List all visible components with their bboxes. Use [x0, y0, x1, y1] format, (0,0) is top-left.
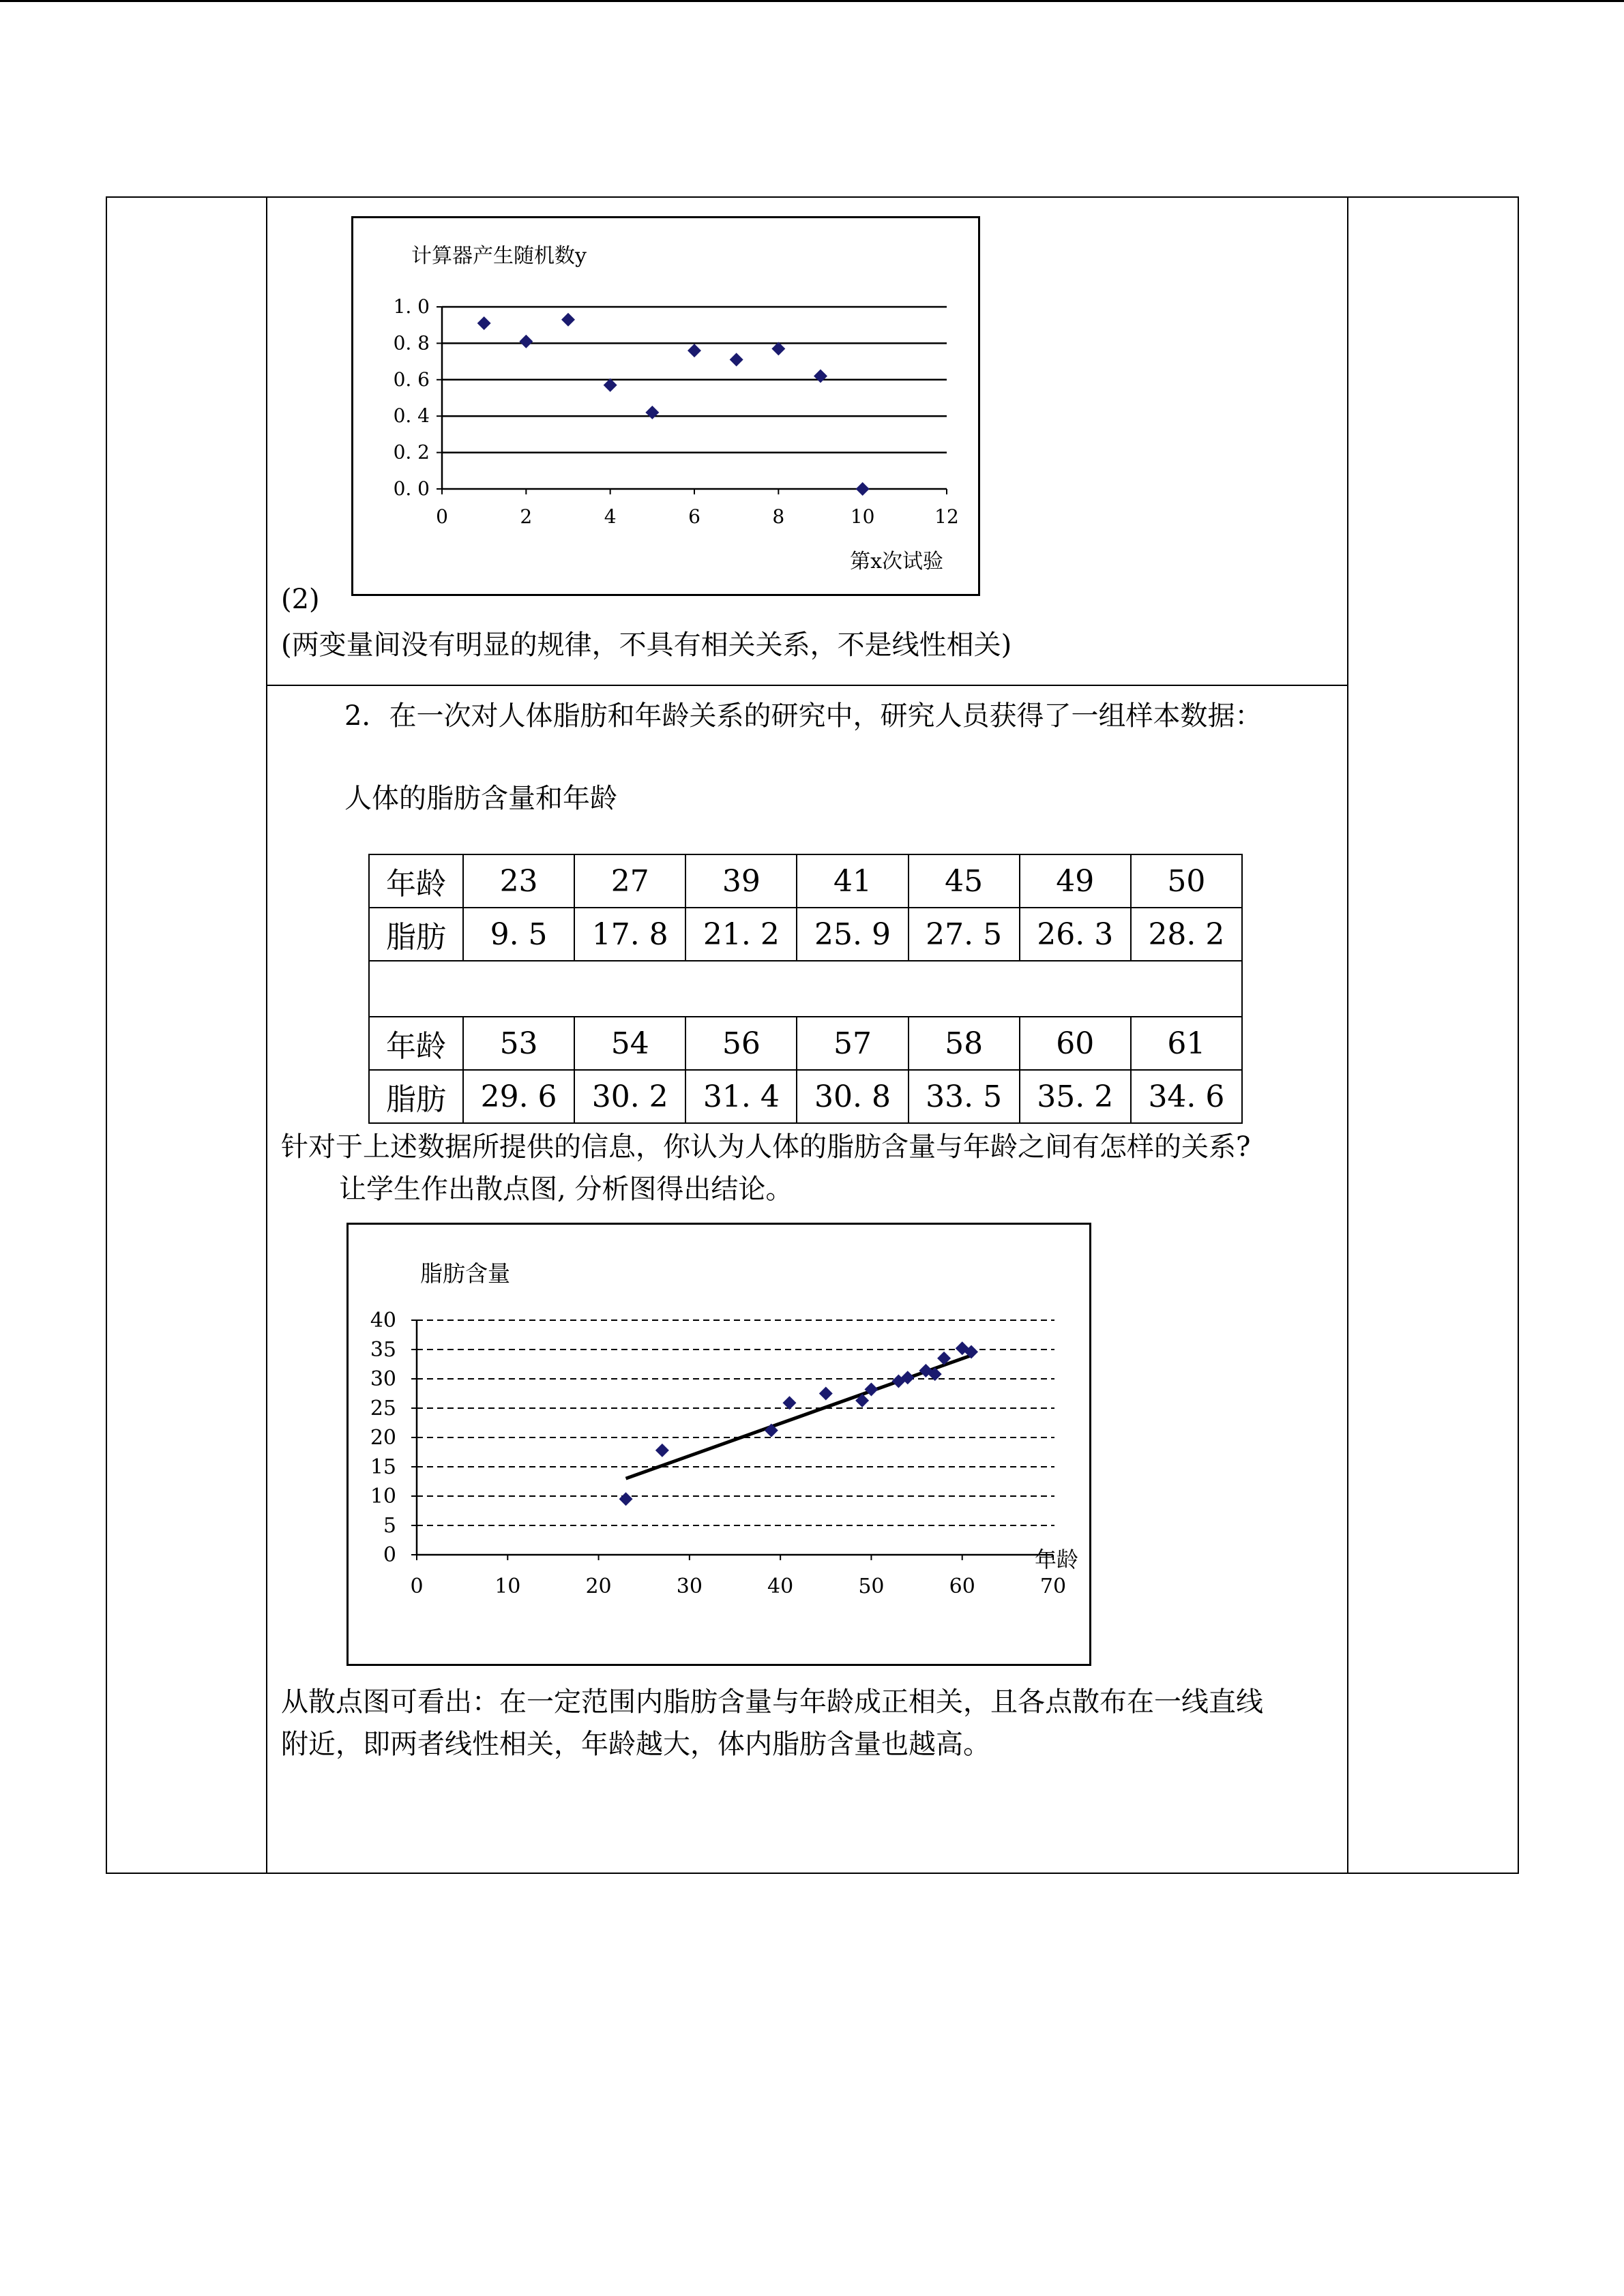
fat-cell: 28. 2	[1131, 908, 1242, 961]
x-tick-label: 2	[520, 505, 533, 528]
chart-1	[353, 218, 978, 594]
data-point	[561, 313, 575, 327]
x-tick-label: 20	[585, 1575, 612, 1598]
x-tick-label: 10	[850, 505, 875, 528]
y-tick-label: 0. 8	[393, 331, 430, 355]
age-fat-table	[368, 854, 1243, 1124]
x-tick-label: 40	[767, 1575, 794, 1598]
x-axis-title: 年龄	[1034, 1547, 1078, 1572]
fat-cell: 31. 4	[685, 1070, 797, 1123]
table-row	[369, 908, 1242, 961]
question-text: 针对于上述数据所提供的信息，你认为人体的脂肪含量与年龄之间有怎样的关系?	[281, 1131, 1251, 1163]
chart-1-frame	[351, 216, 980, 596]
empty-cell	[369, 961, 1242, 1017]
question-2: 2．在一次对人体脂肪和年龄关系的研究中，研究人员获得了一组样本数据：	[344, 700, 1263, 732]
fat-label: 脂肪	[369, 1070, 463, 1123]
x-tick-label: 10	[494, 1575, 521, 1598]
y-tick-label: 0. 0	[393, 477, 430, 500]
data-point	[688, 344, 701, 357]
y-tick-label: 25	[370, 1397, 396, 1420]
age-cell: 60	[1020, 1017, 1131, 1070]
age-cell: 50	[1131, 854, 1242, 908]
age-cell: 41	[797, 854, 908, 908]
x-tick-label: 60	[949, 1575, 975, 1598]
label-2: (2)	[281, 584, 320, 615]
x-tick-label: 12	[934, 505, 959, 528]
age-cell: 57	[797, 1017, 908, 1070]
column-divider-left	[266, 198, 267, 1873]
fat-cell: 21. 2	[685, 908, 797, 961]
age-cell: 58	[909, 1017, 1020, 1070]
x-tick-label: 50	[858, 1575, 885, 1598]
data-point	[782, 1396, 796, 1410]
y-tick-label: 20	[370, 1426, 396, 1450]
age-cell: 53	[463, 1017, 574, 1070]
chart-2-frame	[346, 1223, 1091, 1666]
fat-cell: 27. 5	[909, 908, 1020, 961]
y-axis-title: 脂肪含量	[420, 1260, 510, 1287]
table-title: 人体的脂肪含量和年龄	[344, 783, 617, 814]
y-tick-label: 10	[370, 1485, 396, 1508]
row-divider	[266, 685, 1348, 686]
data-point	[730, 353, 743, 366]
y-tick-label: 1. 0	[393, 295, 430, 318]
age-cell: 56	[685, 1017, 797, 1070]
instruction-text: 让学生作出散点图, 分析图得出结论。	[339, 1174, 793, 1205]
x-tick-label: 8	[772, 505, 785, 528]
answer-1: (两变量间没有明显的规律，不具有相关关系，不是线性相关)	[281, 629, 1012, 661]
fat-cell: 9. 5	[463, 908, 574, 961]
fat-cell: 30. 2	[574, 1070, 685, 1123]
data-point	[477, 316, 491, 330]
table-row	[369, 1070, 1242, 1123]
column-divider-right	[1347, 198, 1348, 1873]
age-cell: 39	[685, 854, 797, 908]
x-tick-label: 30	[676, 1575, 703, 1598]
y-tick-label: 5	[383, 1514, 396, 1538]
table-gap-row	[369, 961, 1242, 1017]
table-row	[369, 1017, 1242, 1070]
data-point	[619, 1492, 633, 1506]
age-cell: 61	[1131, 1017, 1242, 1070]
x-tick-label: 0	[410, 1575, 424, 1598]
x-tick-label: 70	[1039, 1575, 1067, 1598]
fat-cell: 29. 6	[463, 1070, 574, 1123]
fat-cell: 30. 8	[797, 1070, 908, 1123]
y-tick-label: 30	[370, 1367, 396, 1391]
age-cell: 54	[574, 1017, 685, 1070]
y-tick-label: 35	[370, 1338, 396, 1362]
age-cell: 27	[574, 854, 685, 908]
fat-label: 脂肪	[369, 908, 463, 961]
table-row	[369, 854, 1242, 908]
data-point	[819, 1387, 833, 1401]
conclusion-line-1: 从散点图可看出：在一定范围内脂肪含量与年龄成正相关，且各点散布在一线直线	[281, 1686, 1263, 1718]
data-point	[856, 482, 870, 496]
fat-cell: 17. 8	[574, 908, 685, 961]
age-cell: 49	[1020, 854, 1131, 908]
x-axis-title: 第x次试验	[850, 550, 943, 573]
data-point	[645, 406, 659, 419]
fat-cell: 25. 9	[797, 908, 908, 961]
age-cell: 45	[909, 854, 1020, 908]
fat-cell: 34. 6	[1131, 1070, 1242, 1123]
y-tick-label: 0	[383, 1543, 396, 1567]
trend-line	[626, 1356, 971, 1479]
y-axis-title: 计算器产生随机数y	[411, 244, 587, 268]
top-border	[0, 0, 1624, 2]
conclusion-line-2: 附近，即两者线性相关，年龄越大，体内脂肪含量也越高。	[281, 1729, 990, 1760]
y-tick-label: 0. 4	[393, 404, 430, 428]
x-tick-label: 0	[436, 505, 448, 528]
x-tick-label: 4	[604, 505, 617, 528]
y-tick-label: 15	[370, 1455, 396, 1479]
age-label: 年龄	[369, 1017, 463, 1070]
y-tick-label: 0. 6	[393, 368, 430, 391]
age-label: 年龄	[369, 854, 463, 908]
data-point	[519, 335, 533, 348]
y-tick-label: 0. 2	[393, 441, 430, 464]
data-point	[814, 369, 827, 383]
fat-cell: 35. 2	[1020, 1070, 1131, 1123]
y-tick-label: 40	[370, 1309, 396, 1332]
x-tick-label: 6	[688, 505, 700, 528]
age-cell: 23	[463, 854, 574, 908]
fat-cell: 26. 3	[1020, 908, 1131, 961]
fat-cell: 33. 5	[909, 1070, 1020, 1123]
data-point	[655, 1444, 669, 1457]
chart-2	[349, 1225, 1089, 1664]
